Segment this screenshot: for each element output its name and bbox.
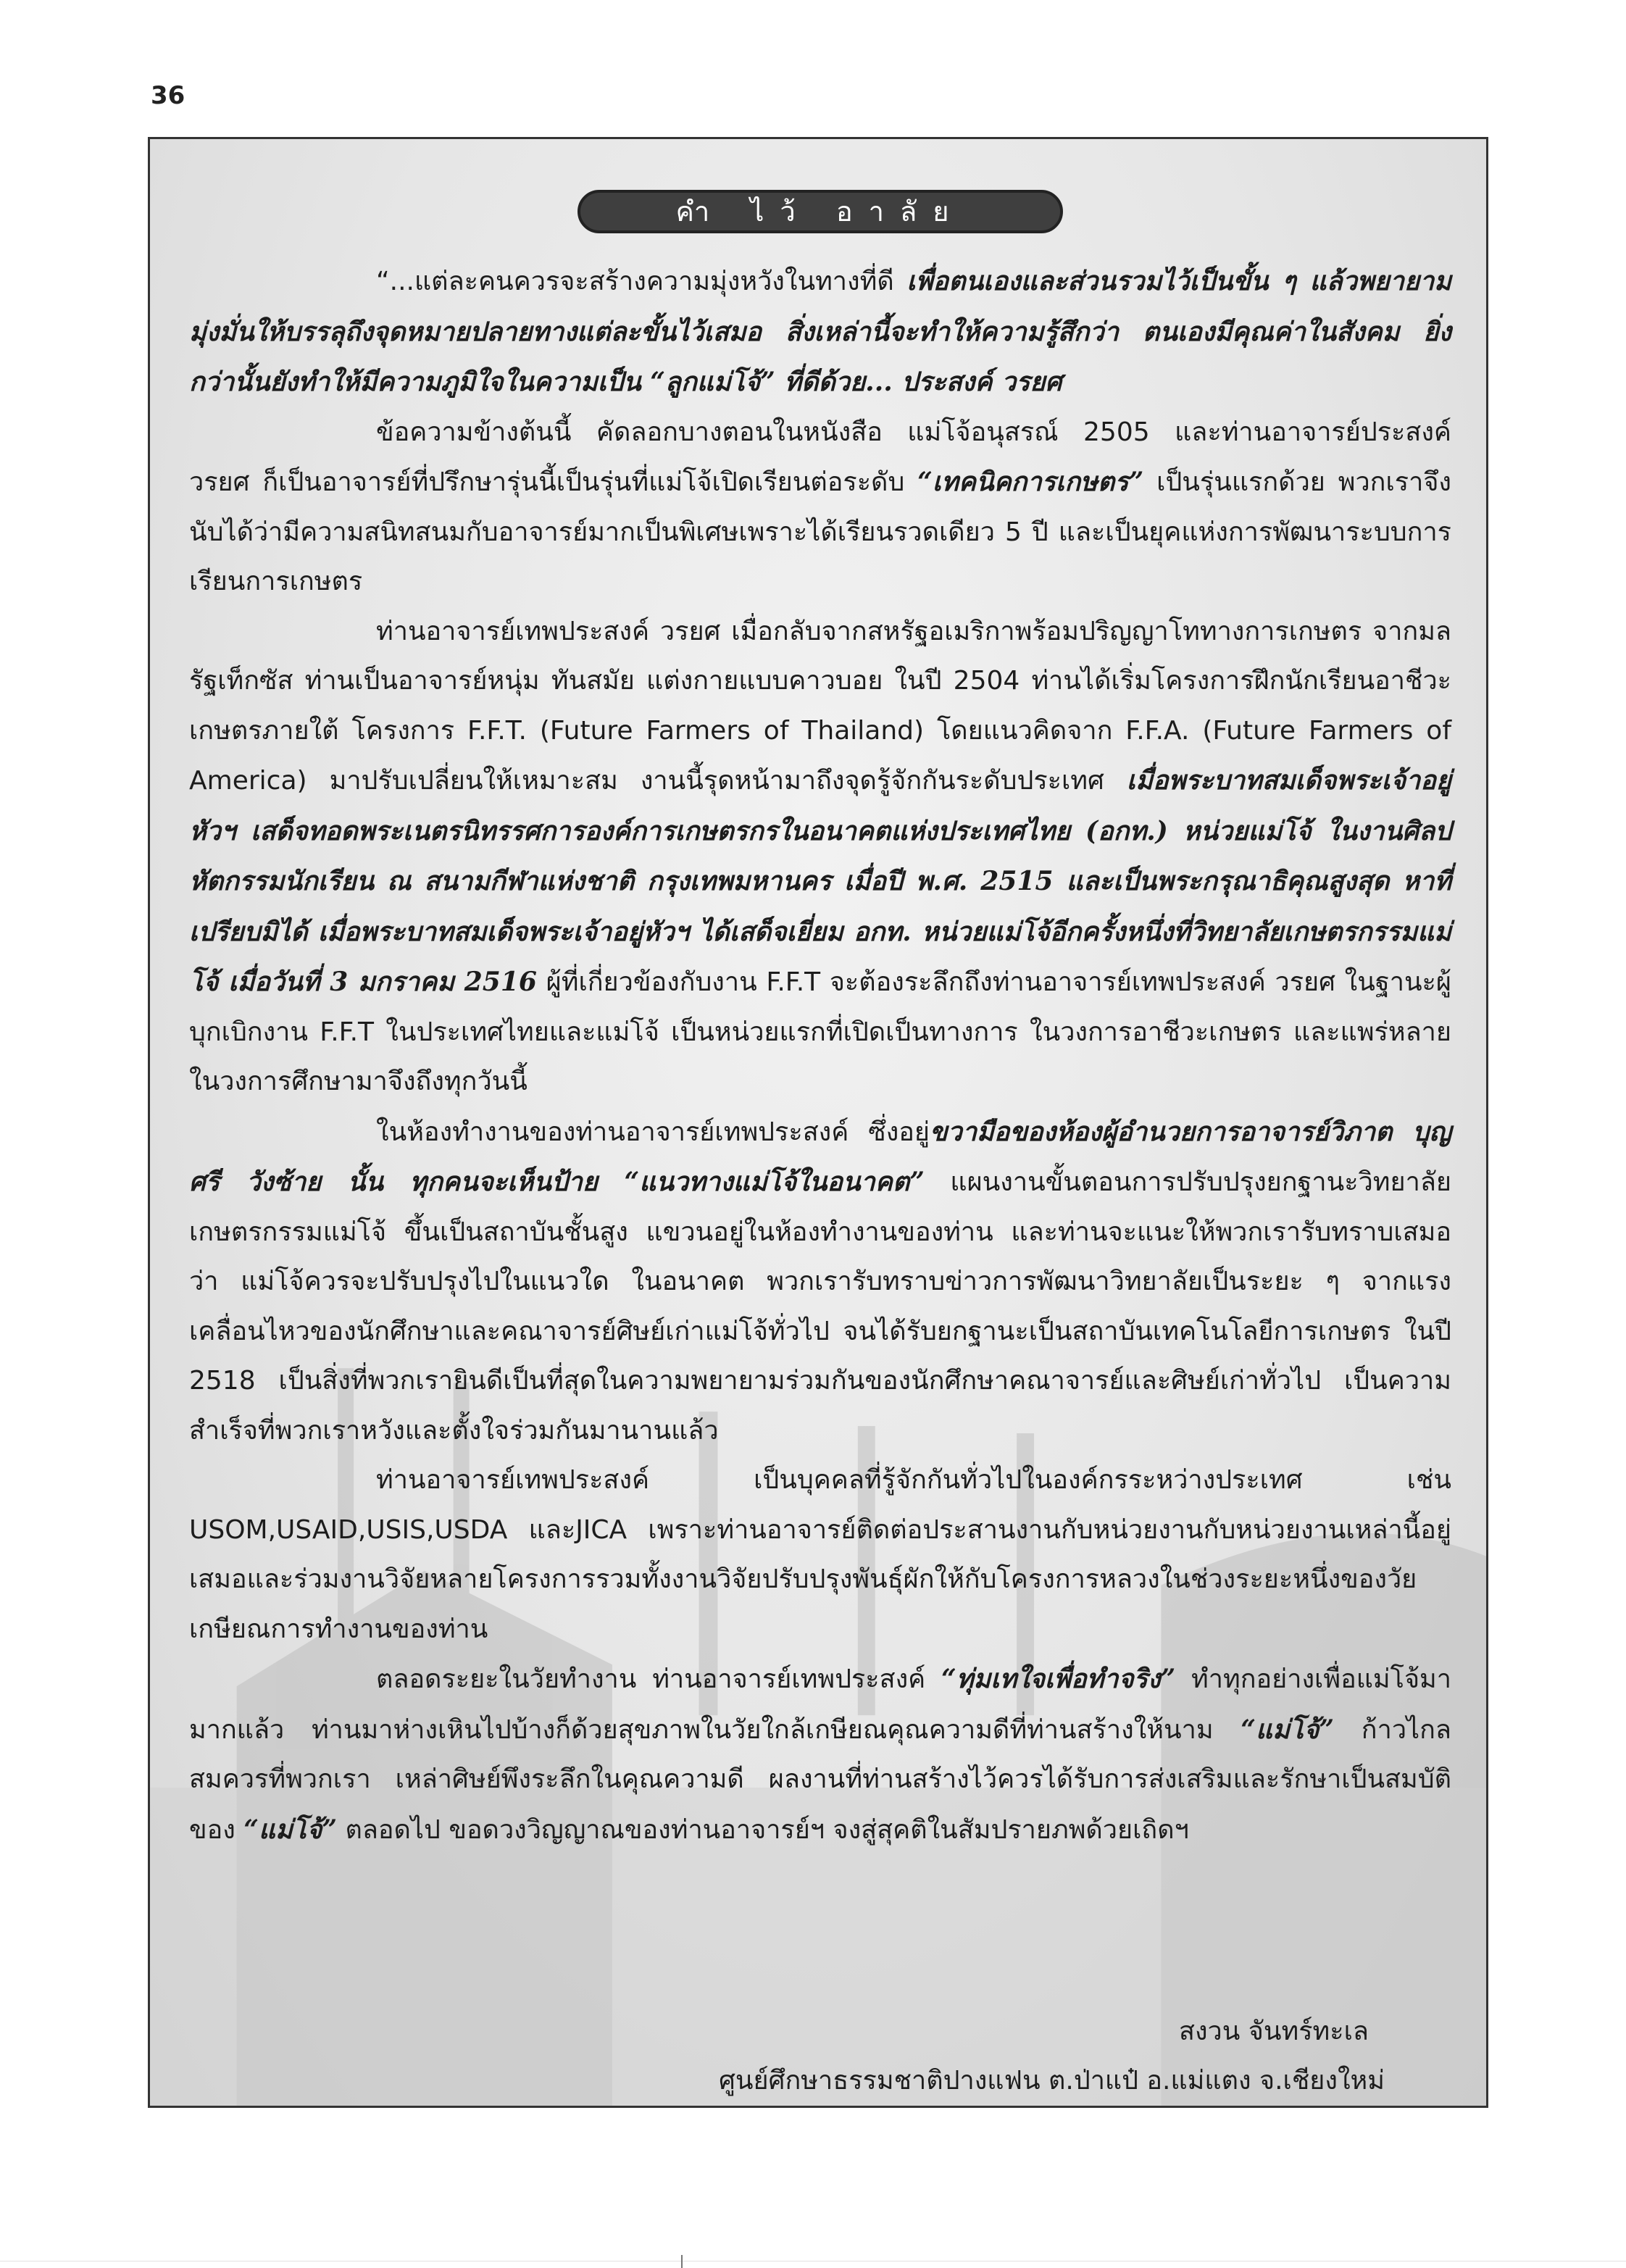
- emphasis-text: เพื่อตนเองและส่วนรวมไว้เป็นขั้น ๆ แล้วพยายามมุ่งมั่นให้บรรลุถึงจุดหมายปลายทางแต่ละขั้นไว้เสมอ สิ่งเหล่านี้จะทำให้ความรู้สึกว่า ตนเองมีคุณค่าในสังคม ยิ่งกว่านั้นยังทำให้มีความภูมิใจในความเป็น “ลูกแม่โจ้” ที่ดีด้วย... ประสงค์ วรยศ: [189, 266, 1451, 397]
- body-text: แผนงานขั้นตอนการปรับปรุงยกฐานะวิทยาลัยเกษตรกรรมแม่โจ้ ขึ้นเป็นสถาบันชั้นสูง แขวนอยู่ในห้องทำงานของท่าน และท่านจะแนะให้พวกเรารับทราบเสมอว่า แม่โจ้ควรจะปรับปรุงไปในแนวใด ในอนาคต พวกเรารับทราบข่าวการพัฒนาวิทยาลัยเป็นระยะ ๆ จากแรงเคลื่อนไหวของนักศึกษาและคณาจารย์ศิษย์เก่าแม่โจ้ทั่วไป จนได้รับยกฐานะเป็นสถาบันเทคโนโลยีการเกษตร ในปี 2518 เป็นสิ่งที่พวกเรายินดีเป็นที่สุดในความพยายามร่วมกันของนักศึกษาคณาจารย์และศิษย์เก่าทั่วไป เป็นความสำเร็จที่พวกเราหวังและตั้งใจร่วมกันมานานแล้ว: [189, 1167, 1452, 1446]
- scan-mark: [681, 2255, 683, 2268]
- paragraph: [189, 257, 1451, 408]
- body-text: เป็นรุ่นแรกด้วย พวกเราจึงนับได้ว่ามีความสนิทสนมกับอาจารย์มากเป็นพิเศษเพราะได้เรียนรวดเดียว 5 ปี และเป็นยุคแห่งการพัฒนาระบบการเรียนการเกษตร: [189, 467, 1451, 596]
- body-text: ตลอดไป ขอดวงวิญญาณของท่านอาจารย์ฯ จงสู่สุคติในสัมปรายภพด้วยเถิดฯ: [337, 1814, 1189, 1845]
- memorial-frame: [148, 137, 1488, 2108]
- paragraph: [189, 1107, 1451, 1456]
- author-name: สงวน จันทร์ทะเล: [1178, 2017, 1369, 2046]
- emphasis-text: “แม่โจ้”: [1241, 1714, 1335, 1745]
- body-text: ก้าวไกลสมควรที่พวกเรา เหล่าศิษย์พึงระลึกในคุณความดี ผลงานที่ท่านสร้างไว้ควรได้รับการส่งเสริมและรักษาเป็นสมบัติของ: [189, 1714, 1451, 1845]
- paragraph: [189, 1456, 1451, 1654]
- body-text: ทำทุกอย่างเพื่อแม่โจ้มามากแล้ว ท่านมาห่างเหินไปบ้างก็ด้วยสุขภาพในวัยใกล้เกษียณคุณความดีที่ท่านสร้างให้นาม: [189, 1664, 1451, 1745]
- paragraph: [189, 408, 1451, 607]
- signature-block: [719, 2007, 1385, 2106]
- body-text: ในห้องทำงานของท่านอาจารย์เทพประสงค์ ซึ่งอยู่: [376, 1117, 930, 1147]
- body-text: ท่านอาจารย์เทพประสงค์ เป็นบุคคลที่รู้จักกันทั่วไปในองค์กรระหว่างประเทศ เช่น USOM,USAID,USIS,USDA และJICA เพราะท่านอาจารย์ติดต่อประสานงานกับหน่วยงานกับหน่วยงานเหล่านี้อยู่เสมอและร่วมงานวิจัยหลายโครงการรวมทั้งงานวิจัยปรับปรุงพันธุ์ผักให้กับโครงการหลวงในช่วงระยะหนึ่งของวัยเกษียณการทำงานของท่าน: [189, 1465, 1451, 1644]
- body-text: ข้อความข้างต้นนี้ คัดลอกบางตอนในหนังสือ แม่โจ้อนุสรณ์ 2505 และท่านอาจารย์ประสงค์ วรยศ ก็เป็นอาจารย์ที่ปรึกษารุ่นนี้เป็นรุ่นที่แม่โจ้เปิดเรียนต่อระดับ: [189, 417, 1451, 497]
- paragraph: [189, 607, 1451, 1107]
- page-number: 36: [151, 81, 185, 110]
- title-banner: คำ ไว้ อาลัย: [578, 190, 1063, 233]
- emphasis-text: เมื่อพระบาทสมเด็จพระเจ้าอยู่หัวฯ เสด็จทอดพระเนตรนิทรรศการองค์การเกษตรกรในอนาคตแห่งประเทศไทย (อกท.) หน่วยแม่โจ้ ในงานศิลปหัตกรรมนักเรียน ณ สนามกีฬาแห่งชาติ กรุงเทพมหานคร เมื่อปี พ.ศ. 2515 และเป็นพระกรุณาธิคุณสูงสุด หาที่เปรียบมิได้ เมื่อพระบาทสมเด็จพระเจ้าอยู่หัวฯ ได้เสด็จเยี่ยม อกท. หน่วยแม่โจ้อีกครั้งหนึ่งที่วิทยาลัยเกษตรกรรมแม่โจ้ เมื่อวันที่ 3 มกราคม 2516: [189, 765, 1451, 997]
- author-affiliation: ศูนย์ศึกษาธรรมชาติปางแฟน ต.ป่าแป๋ อ.แม่แตง จ.เชียงใหม่: [719, 2066, 1385, 2096]
- body-text: “...แต่ละคนควรจะสร้างความมุ่งหวังในทางที่ดี: [376, 267, 907, 296]
- emphasis-text: “ทุ่มเทใจเพื่อทำจริง”: [941, 1664, 1176, 1694]
- emphasis-text: “แม่โจ้”: [243, 1814, 338, 1845]
- body-text: ตลอดระยะในวัยทำงาน ท่านอาจารย์เทพประสงค์: [376, 1664, 942, 1694]
- paragraph: [189, 1654, 1451, 1855]
- emphasis-text: ขวามือของห้องผู้อำนวยการอาจารย์วิภาต บุญศรี วังซ้าย นั้น ทุกคนจะเห็นป้าย “แนวทางแม่โจ้ในอนาคต”: [189, 1116, 1451, 1197]
- body-text: ท่านอาจารย์เทพประสงค์ วรยศ เมื่อกลับจากสหรัฐอเมริกาพร้อมปริญญาโททางการเกษตร จากมลรัฐเท็กซัส ท่านเป็นอาจารย์หนุ่ม ทันสมัย แต่งกายแบบคาวบอย ในปี 2504 ท่านได้เริ่มโครงการฝึกนักเรียนอาชีวะเกษตรภายใต้ โครงการ F.F.T. (Future Farmers of Thailand) โดยแนวคิดจาก F.F.A. (Future Farmers of America) มาปรับเปลี่ยนให้เหมาะสม งานนี้รุดหน้ามาถึงจุดรู้จักกันระดับประเทศ: [189, 616, 1451, 796]
- article-body: [189, 257, 1451, 1855]
- emphasis-text: “เทคนิคการเกษตร”: [917, 467, 1144, 497]
- body-text: ผู้ที่เกี่ยวข้องกับงาน F.F.T จะต้องระลึกถึงท่านอาจารย์เทพประสงค์ วรยศ ในฐานะผู้บุกเบิกงาน F.F.T ในประเทศไทยและแม่โจ้ เป็นหน่วยแรกที่เปิดเป็นทางการ ในวงการอาชีวะเกษตร และแพร่หลายในวงการศึกษามาจึงถึงทุกวันนี้: [189, 967, 1451, 1096]
